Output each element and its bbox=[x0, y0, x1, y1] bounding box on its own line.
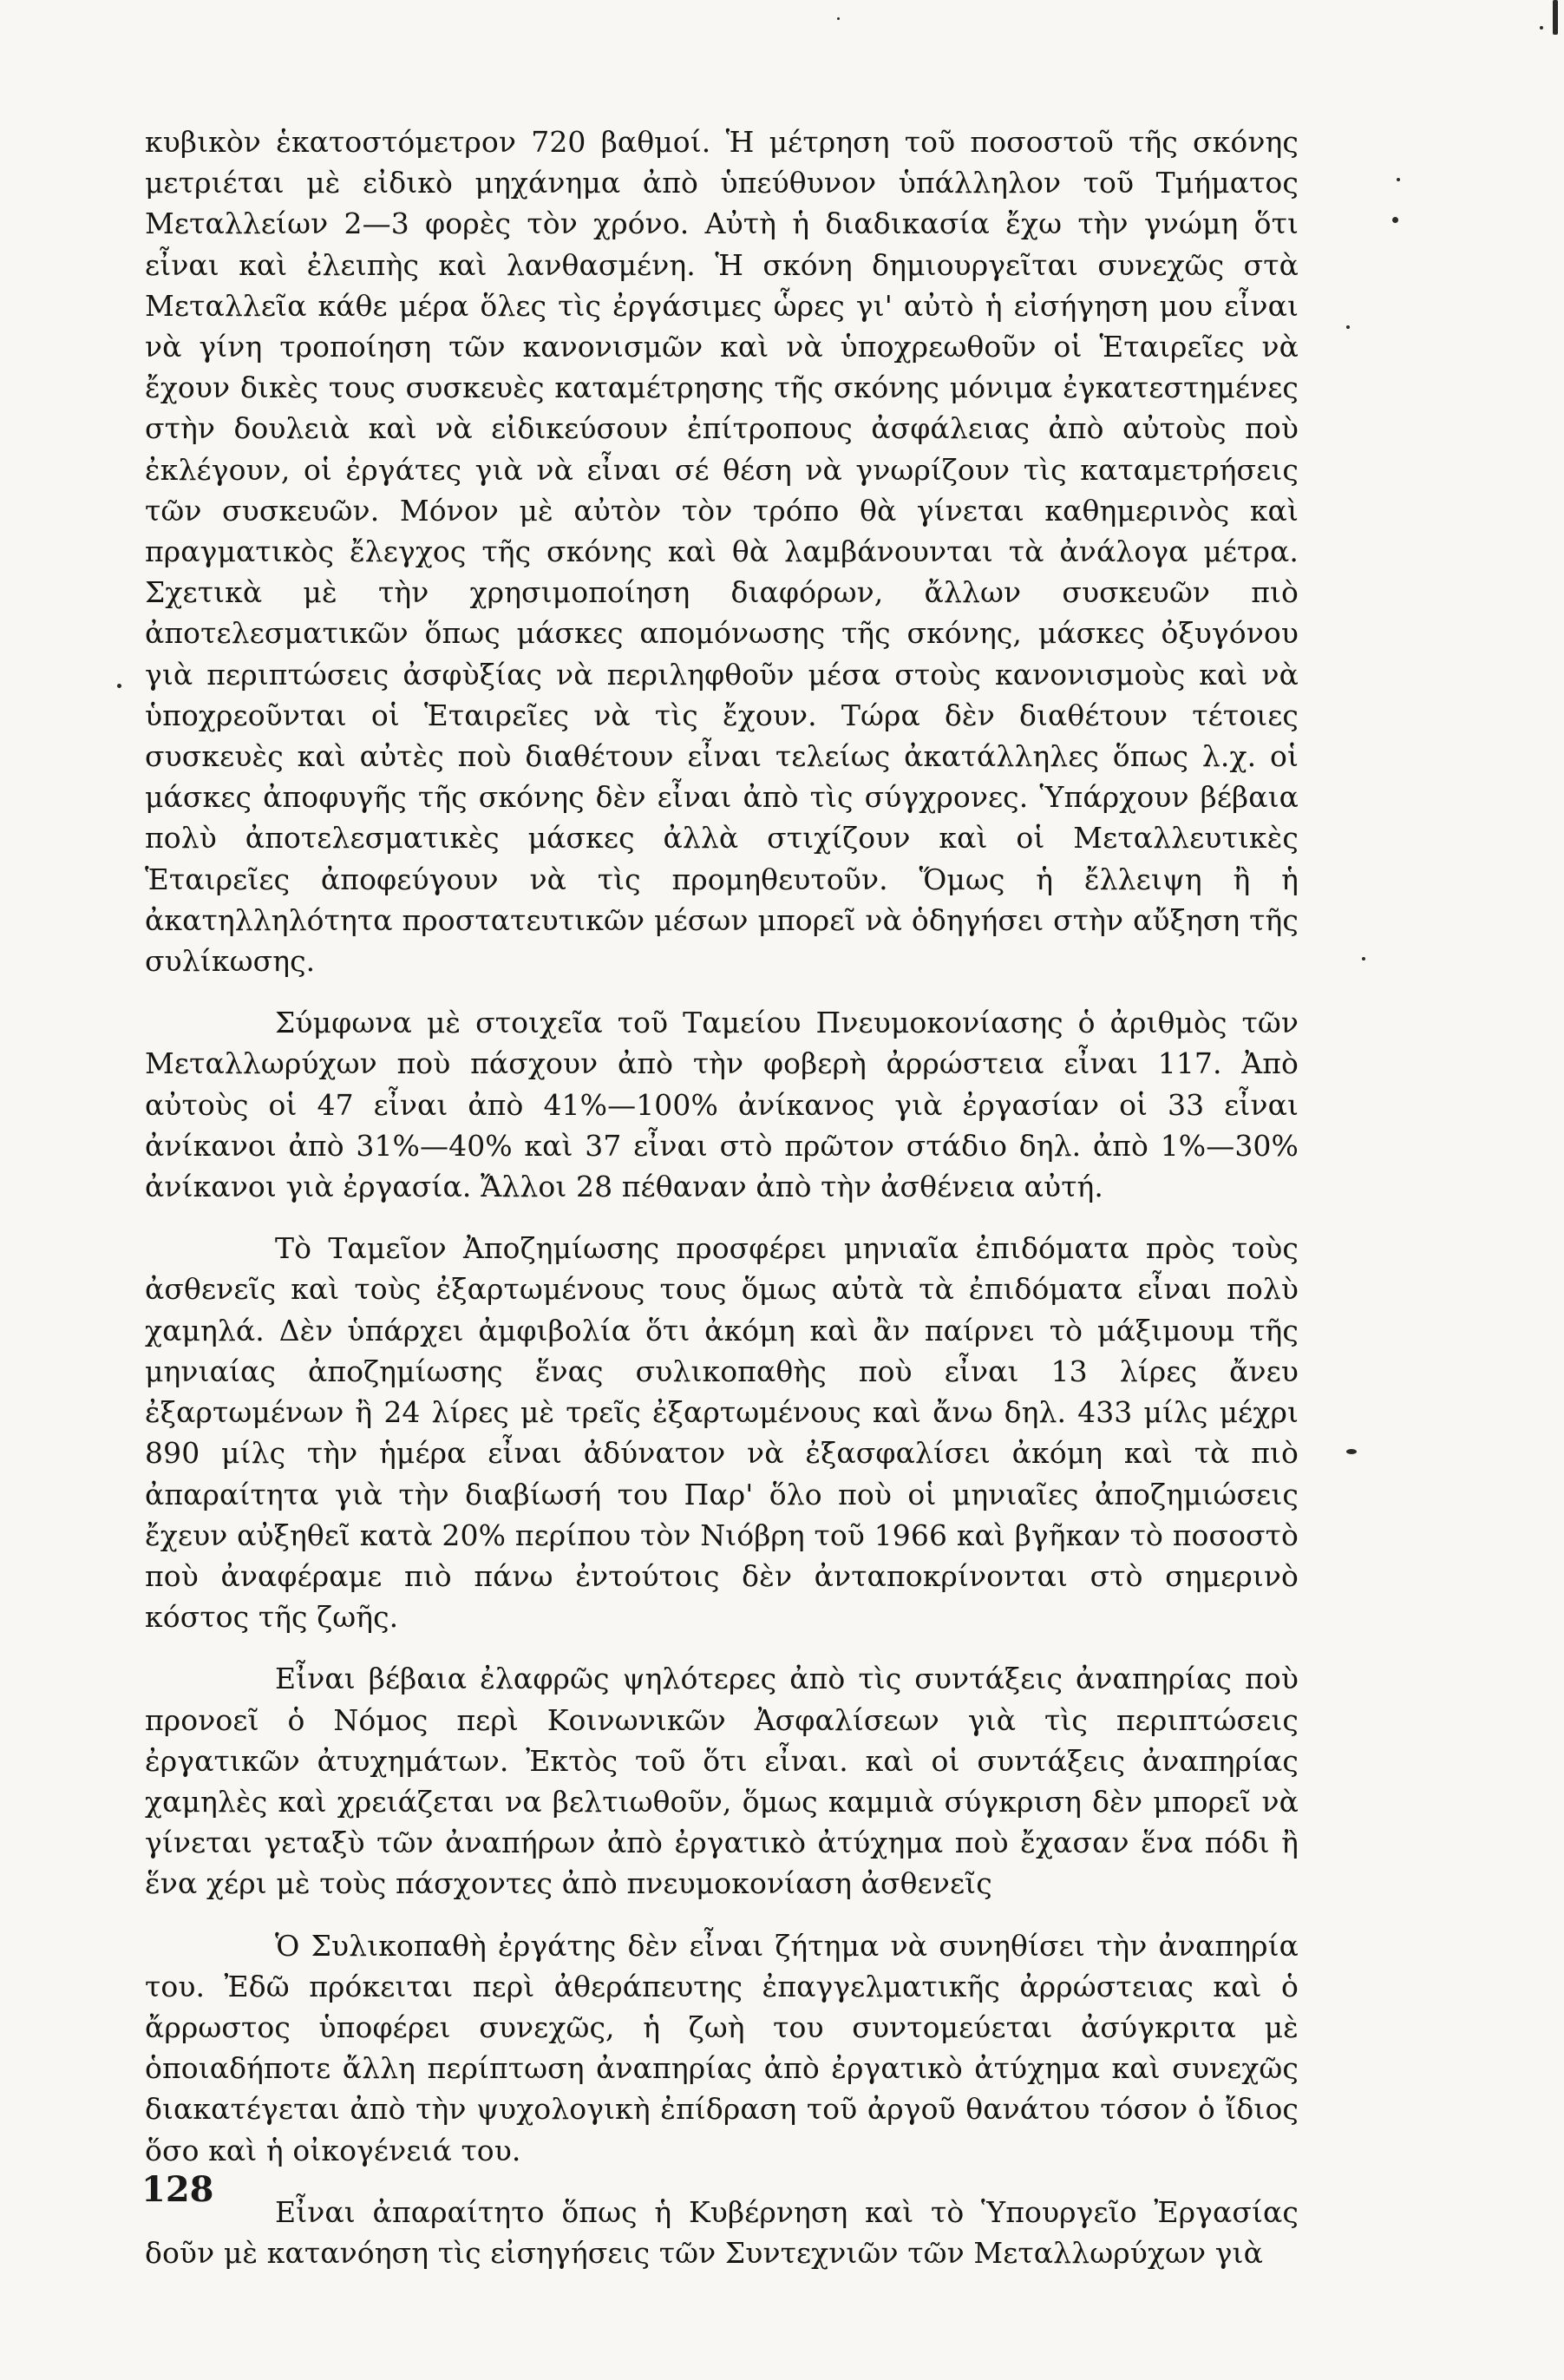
paragraph-disability-pensions: Εἶναι βέβαια ἐλαφρῶς ψηλότερες ἀπὸ τὶς συντάξεις ἀναπηρίας ποὺ προνοεῖ ὁ Νόμος περὶ Κοινωνικῶν Ἀσφαλίσεων γιὰ τὶς περιπτώσεις ἐργατικῶν ἀτυχημάτων. Ἐκτὸς τοῦ ὅτι εἶναι. καὶ οἱ συντάξεις ἀναπηρίας χαμηλὲς καὶ χρειάζεται να βελτιωθοῦν, ὅμως καμμιὰ σύγκριση δὲν μπορεῖ νὰ γίνεται γεταξὺ τῶν ἀναπήρων ἀπὸ ἐργατικὸ ἀτύχημα ποὺ ἔχασαν ἕνα πόδι ἢ ἕνα χέρι μὲ τοὺς πάσχοντες ἀπὸ πνευμοκονίαση ἀσθενεῖς bbox=[145, 1662, 1299, 1901]
paragraph-government-request: Εἶναι ἀπαραίτητο ὅπως ἡ Κυβέρνηση καὶ τὸ Ὑπουργεῖο Ἐργασίας δοῦν μὲ κατανόηση τὶς εἰσηγήσεις τῶν Συντεχνιῶν τῶν Μεταλλωρύχων γιὰ bbox=[145, 2194, 1299, 2270]
paragraph-silicosis-worker: Ὁ Συλικοπαθὴ ἐργάτης δὲν εἶναι ζήτημα νὰ συνηθίσει τὴν ἀναπηρία του. Ἐδῶ πρόκειται περὶ ἀθεράπευτης ἐπαγγελματικῆς ἀρρώστειας καὶ ὁ ἄρρωστος ὑποφέρει συνεχῶς, ἡ ζωὴ του συντομεύεται ἀσύγκριτα μὲ ὁποιαδήποτε ἄλλη περίπτωση ἀναπηρίας ἀπὸ ἐργατικὸ ἀτύχημα καὶ συνεχῶς διακατέγεται ἀπὸ τὴν ψυχολογικὴ ἐπίδραση τοῦ ἀργοῦ θανάτου τόσον ὁ ἴδιος ὅσο καὶ ἡ οἰκογένειά του. bbox=[145, 1928, 1299, 2167]
scan-speck bbox=[1392, 217, 1398, 223]
paragraph-fund-statistics: Σύμφωνα μὲ στοιχεῖα τοῦ Ταμείου Πνευμοκονίασης ὁ ἀριθμὸς τῶν Μεταλλωρύχων ποὺ πάσχουν ἀπὸ τὴν φοβερὴ ἀρρώστεια εἶναι 117. Ἀπὸ αὐτοὺς οἱ 47 εἶναι ἀπὸ 41%—100% ἀνίκανος γιὰ ἐργασίαν οἱ 33 εἶναι ἀνίκανοι ἀπὸ 31%—40% καὶ 37 εἶναι στὸ πρῶτον στάδιο δηλ. ἀπὸ 1%—30% ἀνίκανοι γιὰ ἐργασία. Ἄλλοι 28 πέθαναν ἀπὸ τὴν ἀσθένεια αὐτή. bbox=[145, 1006, 1299, 1204]
scan-speck bbox=[117, 684, 121, 688]
scan-speck bbox=[1553, 0, 1558, 35]
paragraph-dust-measurement: κυβικὸν ἑκατοστόμετρον 720 βαθμοί. Ἡ μέτρηση τοῦ ποσοστοῦ τῆς σκόνης μετριέται μὲ εἰδικὸ μηχάνημα ἀπὸ ὑπεύθυνον ὑπάλληλον τοῦ Τμήματος Μεταλλείων 2—3 φορὲς τὸν χρόνο. Αὐτὴ ἡ διαδικασία ἔχω τὴν γνώμη ὅτι εἶναι καὶ ἐλειπὴς καὶ λανθασμένη. Ἡ σκόνη δημιουργεῖται συνεχῶς στὰ Μεταλλεῖα κάθε μέρα ὅλες τὶς ἐργάσιμες ὧρες γι' αὐτὸ ἡ εἰσήγηση μου εἶναι νὰ γίνη τροποίηση τῶν κανονισμῶν καὶ νὰ ὑποχρεωθοῦν οἱ Ἑταιρεῖες νὰ ἔχουν δικὲς τους συσκευὲς καταμέτρησης τῆς σκόνης μόνιμα ἐγκατεστημένες στὴν δουλειὰ καὶ νὰ εἰδικεύσουν ἐπίτροπους ἀσφάλειας ἀπὸ αὐτοὺς ποὺ ἐκλέγουν, οἱ ἐργάτες γιὰ νὰ εἶναι σέ θέση νὰ γνωρίζουν τὶς καταμετρήσεις τῶν συσκευῶν. Μόνον μὲ αὐτὸν τὸν τρόπο θὰ γίνεται καθημερινὸς καὶ πραγματικὸς ἔλεγχος τῆς σκόνης καὶ θὰ λαμβάνουνται τὰ ἀνάλογα μέτρα. Σχετικὰ μὲ τὴν χρησιμοποίηση διαφόρων, ἄλλων συσκευῶν πιὸ ἀποτελεσματικῶν ὅπως μάσκες απομόνωσης τῆς σκόνης, μάσκες ὀξυγόνου γιὰ περιπτώσεις ἀσφὺξίας νὰ περιληφθοῦν μέσα στοὺς κανονισμοὺς καὶ νὰ ὑποχρεοῦνται οἱ Ἑταιρεῖες νὰ τὶς ἔχουν. Τώρα δὲν διαθέτουν τέτοιες συσκευὲς καὶ αὐτὲς ποὺ διαθέτουν εἶναι τελείως ἀκατάλληλες ὅπως λ.χ. οἱ μάσκες ἀποφυγῆς τῆς σκόνης δὲν εἶναι ἀπὸ τὶς σύγχρονες. Ὑπάρχουν βέβαια πολὺ ἀποτελεσματικὲς μάσκες ἀλλὰ στιχίζουν καὶ οἱ Μεταλλευτικὲς Ἑταιρεῖες ἀποφεύγουν νὰ τὶς προμηθευτοῦν. Ὅμως ἡ ἔλλειψη ἢ ἡ ἀκατηλληλότητα προστατευτικῶν μέσων μπορεῖ νὰ ὁδηγήσει στὴν αὔξηση τῆς συλίκωσης. bbox=[145, 125, 1299, 979]
scan-speck bbox=[837, 17, 840, 20]
scan-speck bbox=[1540, 26, 1543, 30]
body-text bbox=[145, 121, 1299, 2294]
paragraph-compensation-fund: Τὸ Ταμεῖον Ἀποζημίωσης προσφέρει μηνιαῖα ἐπιδόματα πρὸς τοὺς ἀσθενεῖς καὶ τοὺς ἐξαρτωμένους τους ὅμως αὐτὰ τὰ ἐπιδόματα εἶναι πολὺ χαμηλά. Δὲν ὑπάρχει ἀμφιβολία ὅτι ἀκόμη καὶ ἂν παίρνει τὸ μάξιμουμ τῆς μηνιαίας ἀποζημίωσης ἕνας συλικοπαθὴς ποὺ εἶναι 13 λίρες ἄνευ ἐξαρτωμένων ἢ 24 λίρες μὲ τρεῖς ἐξαρτωμένους καὶ ἄνω δηλ. 433 μίλς μέχρι 890 μίλς τὴν ἡμέρα εἶναι ἀδύνατον νὰ ἐξασφαλίσει ἀκόμη καὶ τὰ πιὸ ἀπαραίτητα γιὰ τὴν διαβίωσή του Παρ' ὅλο ποὺ οἱ μηνιαῖες ἀποζημιώσεις ἔχευν αὐξηθεῖ κατὰ 20% περίπου τὸν Νιόβρη τοῦ 1966 καὶ βγῆκαν τὸ ποσοστὸ ποὺ ἀναφέραμε πιὸ πάνω ἐντούτοις δὲν ἀνταποκρίνονται στὸ σημερινὸ κόστος τῆς ζωῆς. bbox=[145, 1231, 1299, 1635]
page-number: 128 bbox=[141, 2169, 214, 2210]
scan-speck bbox=[1346, 1449, 1357, 1454]
scan-speck bbox=[1397, 178, 1400, 181]
scan-speck bbox=[1362, 957, 1365, 961]
scan-speck bbox=[1346, 325, 1350, 329]
